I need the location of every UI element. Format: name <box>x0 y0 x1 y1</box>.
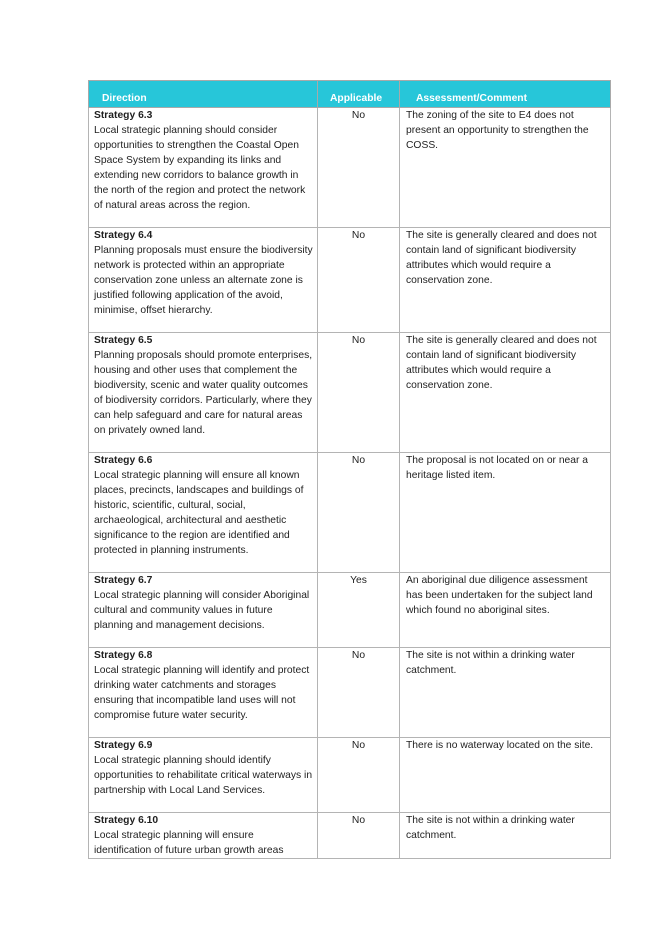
comment-cell: An aboriginal due diligence assessment has been undertaken for the subject land which found no aboriginal sites. <box>400 573 611 648</box>
strategy-text: Local strategic planning will consider Aboriginal cultural and community values in future planning and management decisions. <box>94 590 310 631</box>
applicable-cell: No <box>318 453 400 573</box>
strategy-title: Strategy 6.5 <box>94 335 153 346</box>
strategy-text: Local strategic planning will identify and protect drinking water catchments and storages ensuring that incompatible land uses will not compromise future water security. <box>94 665 310 721</box>
strategy-text: Planning proposals must ensure the biodiversity network is protected within an appropriate conservation zone unless an alternate zone is justified following application of the avoid, minimise, offset hierarchy. <box>94 245 313 316</box>
direction-cell <box>89 333 318 453</box>
strategy-title: Strategy 6.7 <box>94 575 153 586</box>
strategy-title: Strategy 6.8 <box>94 650 153 661</box>
comment-cell: The zoning of the site to E4 does not present an opportunity to strengthen the COSS. <box>400 108 611 228</box>
comment-cell: The site is not within a drinking water catchment. <box>400 813 611 859</box>
table-header-row <box>89 81 611 108</box>
direction-cell <box>89 573 318 648</box>
applicable-cell: No <box>318 228 400 333</box>
table-row <box>89 648 611 738</box>
table-row <box>89 228 611 333</box>
strategy-title: Strategy 6.10 <box>94 815 159 826</box>
strategy-text: Local strategic planning should identify opportunities to rehabilitate critical waterways in partnership with Local Land Services. <box>94 755 313 796</box>
direction-cell <box>89 738 318 813</box>
direction-cell <box>89 648 318 738</box>
direction-cell <box>89 813 318 859</box>
applicable-cell: Yes <box>318 573 400 648</box>
table-row <box>89 813 611 859</box>
applicable-cell: No <box>318 333 400 453</box>
table-row <box>89 333 611 453</box>
strategy-title: Strategy 6.4 <box>94 230 153 241</box>
direction-cell <box>89 453 318 573</box>
strategy-title: Strategy 6.9 <box>94 740 153 751</box>
comment-cell: There is no waterway located on the site. <box>400 738 611 813</box>
direction-cell <box>89 228 318 333</box>
comment-cell: The site is not within a drinking water catchment. <box>400 648 611 738</box>
applicable-cell: No <box>318 813 400 859</box>
comment-cell: The site is generally cleared and does not contain land of significant biodiversity attributes which would require a conservation zone. <box>400 228 611 333</box>
header-assessment-comment: Assessment/Comment <box>400 81 611 108</box>
strategy-title: Strategy 6.3 <box>94 110 153 121</box>
table-row <box>89 453 611 573</box>
comment-cell: The site is generally cleared and does not contain land of significant biodiversity attributes which would require a conservation zone. <box>400 333 611 453</box>
applicable-cell: No <box>318 738 400 813</box>
header-direction: Direction <box>89 81 318 108</box>
header-applicable: Applicable <box>318 81 400 108</box>
table-row <box>89 573 611 648</box>
strategy-assessment-table <box>88 80 611 859</box>
direction-cell <box>89 108 318 228</box>
applicable-cell: No <box>318 648 400 738</box>
table-row <box>89 108 611 228</box>
strategy-title: Strategy 6.6 <box>94 455 153 466</box>
strategy-text: Planning proposals should promote enterprises, housing and other uses that complement the biodiversity, scenic and water quality outcomes of biodiversity corridors. Particularly, where they can help safeguard and care for natural areas on privately owned land. <box>94 350 313 436</box>
strategy-text: Local strategic planning should consider opportunities to strengthen the Coastal Open Space System by expanding its links and extending new corridors to balance growth in the north of the region and protect the network of natural areas across the region. <box>94 125 306 211</box>
applicable-cell: No <box>318 108 400 228</box>
strategy-text: Local strategic planning will ensure all known places, precincts, landscapes and buildings of historic, scientific, cultural, social, archaeological, architectural and aesthetic significance to the region are identified and protected in planning instruments. <box>94 470 304 556</box>
strategy-text: Local strategic planning will ensure identification of future urban growth areas <box>94 830 284 856</box>
table-row <box>89 738 611 813</box>
comment-cell: The proposal is not located on or near a heritage listed item. <box>400 453 611 573</box>
